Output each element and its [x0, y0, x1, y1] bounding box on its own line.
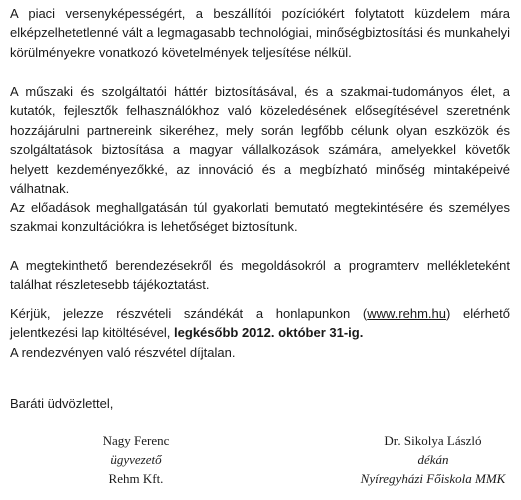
signer-name: Nagy Ferenc — [102, 433, 170, 448]
registration-text-cont: ) elérhető jelentkezési lap kitöltésével, — [10, 306, 510, 341]
paragraph-mission: A műszaki és szolgáltatói háttér biztosításával, és a szakmai-tudományos élet, a kutatók, fejlesztők felhasználókhoz való közeledésének elősegítésével szeretnénk hozzájárulni partnereink sikeréhez, mely során legfőbb célunk olyan eszközök és szolgáltatások biztosítása a magyar vállalkozások számára, amelyekkel követők helyett kezdeményezőkké, az innováció és a megbízható minőség mintaképeivé válhatnak. — [10, 84, 510, 197]
paragraph-demo: Az előadások meghallgatásán túl gyakorlati bemutató megtekintésére és személyes szakmai konzultációkra is lehetőséget biztosítunk. — [10, 200, 510, 235]
signer-title: dékán — [417, 452, 449, 467]
website-link[interactable]: www.rehm.hu — [367, 306, 446, 321]
signer-organization: Rehm Kft. — [108, 471, 164, 486]
signer-name: Dr. Sikolya László — [384, 433, 482, 448]
free-participation-note: A rendezvényen való részvétel díjtalan. — [10, 344, 236, 360]
signer-title: ügyvezető — [110, 452, 162, 467]
signer-organization: Nyíregyházi Főiskola MMK — [360, 471, 506, 486]
signature-left — [82, 431, 190, 488]
paragraph-registration — [10, 304, 510, 362]
greeting: Baráti üdvözlettel, — [10, 396, 114, 411]
registration-text: Kérjük, jelezze részvételi szándékát a honlapunkon ( — [10, 306, 368, 321]
paragraph-intro: A piaci versenyképességért, a beszállítói pozíciókért folytatott küzdelem mára elképzelhetetlenné vált a legmagasabb technológiai, minőségbiztosítási és munkahelyi körülményekre vonatkozó követelmények teljesítése nélkül. — [10, 6, 510, 60]
registration-deadline: legkésőbb 2012. október 31-ig. — [174, 325, 364, 341]
paragraph-equipment: A megtekinthető berendezésekről és megoldásokról a programterv mellékleteként találhat részletesebb tájékoztatást. — [10, 258, 510, 293]
signature-right — [343, 431, 521, 488]
